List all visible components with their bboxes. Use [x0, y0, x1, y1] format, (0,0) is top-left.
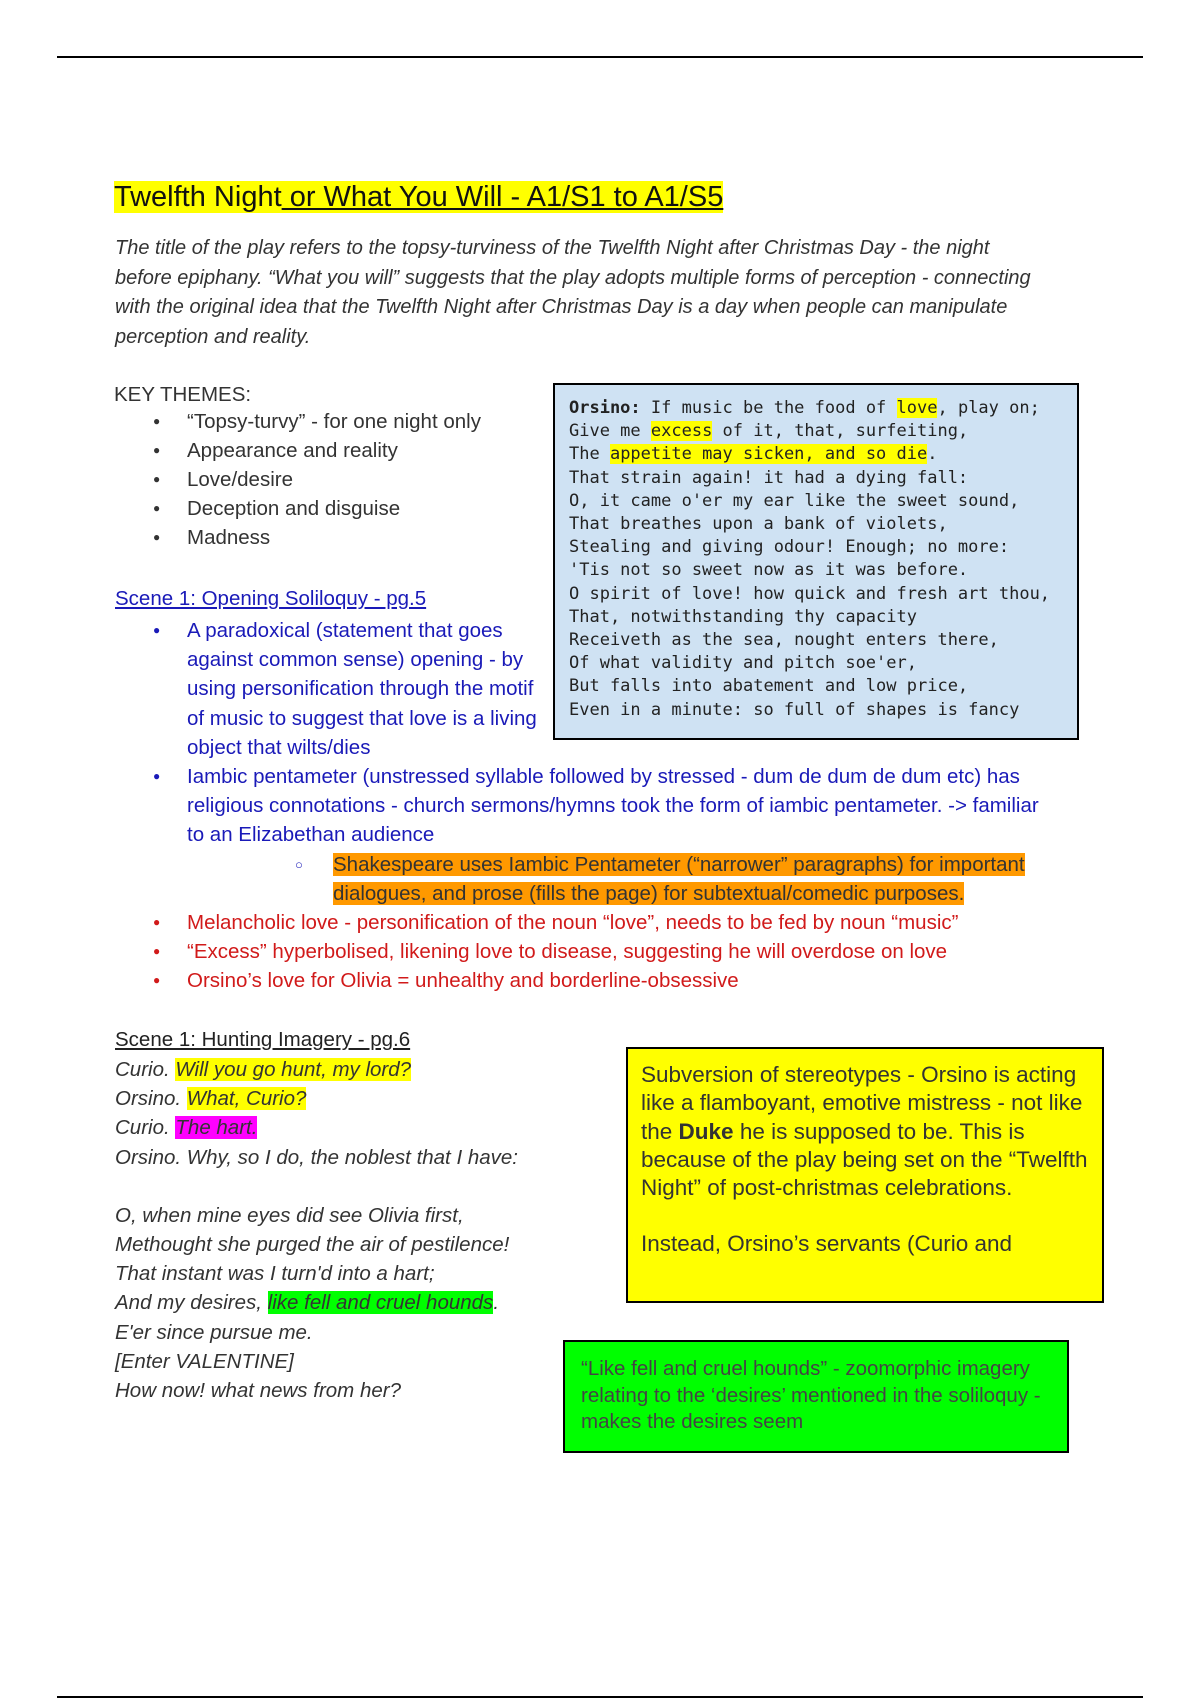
list-item: ● Orsino’s love for Olivia = unhealthy and borderline-obsessive: [114, 966, 1074, 995]
list-item: ● Iambic pentameter (unstressed syllable followed by stressed - dum de dum de dum etc) has religious connotations - church sermons/hymns took the form of iambic pentameter. -> familiar to an Elizabethan audience ○ Shakespeare uses Iambic Pentameter (“narrower” paragraphs) for important dialogues, and prose (fills the page) for subtextual/comedic purposes.: [114, 762, 1074, 908]
quote-line: Give me excess of it, that, surfeiting,: [569, 421, 969, 442]
quote-line: That breathes upon a bank of violets,: [569, 514, 948, 535]
dialogue-line: [Enter VALENTINE]: [115, 1349, 294, 1373]
note-paragraph: Instead, Orsino’s servants (Curio and: [641, 1231, 1013, 1257]
quote-line: O spirit of love! how quick and fresh art thou,: [569, 583, 1051, 604]
intro-paragraph: The title of the play refers to the topsy-turviness of the Twelfth Night after Christmas Day - the night before epiphany. “What you will” suggests that the play adopts multiple forms of perception - connecting with the original idea that the Twelfth Night after Christmas Day is a day when people can manipulate perception and reality.: [115, 237, 1031, 348]
key-themes-heading: KEY THEMES:: [114, 383, 252, 406]
dialogue-line: E'er since pursue me.: [115, 1320, 313, 1344]
note-paragraph: Subversion of stereotypes - Orsino is acting like a flamboyant, emotive mistress - not like the Duke he is supposed to be. This is because of the play being set on the “Twelfth Night” of post-christmas celebrations.: [641, 1062, 1088, 1201]
quote-line: That strain again! it had a dying fall:: [569, 467, 969, 488]
list-item: ○ Shakespeare uses Iambic Pentameter (“narrower” paragraphs) for important dialogues, and prose (fills the page) for subtextual/comedic purposes.: [187, 850, 1074, 908]
zoomorphic-note-box: “Like fell and cruel hounds” - zoomorphic imagery relating to the ‘desires’ mentioned in the soliloquy - makes the desires seem: [563, 1340, 1069, 1453]
hunting-dialogue: [115, 1055, 518, 1405]
scene1-notes: [114, 616, 1074, 996]
quote-line: That, notwithstanding thy capacity: [569, 606, 917, 627]
dialogue-line: Orsino. What, Curio?: [115, 1087, 307, 1111]
dialogue-line: And my desires, like fell and cruel hounds.: [115, 1291, 500, 1315]
list-item: ● Love/desire: [114, 465, 481, 494]
key-themes-list: [114, 407, 481, 552]
list-item: ● “Excess” hyperbolised, likening love to disease, suggesting he will overdose on love: [114, 937, 1074, 966]
quote-line: But falls into abatement and low price,: [569, 676, 969, 697]
page-title: Twelfth Night or What You Will - A1/S1 to A1/S5: [114, 181, 724, 213]
dialogue-line: Curio. The hart.: [115, 1116, 258, 1140]
dialogue-line: How now! what news from her?: [115, 1379, 401, 1403]
bottom-rule: [57, 1696, 1143, 1698]
scene1-hunting-heading: Scene 1: Hunting Imagery - pg.6: [115, 1028, 411, 1051]
list-item: ● Melancholic love - personification of the noun “love”, needs to be fed by noun “music”: [114, 908, 1074, 937]
list-item: ● Deception and disguise: [114, 494, 481, 523]
quote-line: Receiveth as the sea, nought enters there,: [569, 630, 999, 651]
list-item: ● “Topsy-turvy” - for one night only: [114, 407, 481, 436]
subversion-note-box: [626, 1047, 1104, 1303]
quote-line: The appetite may sicken, and so die.: [569, 444, 938, 465]
scene1-heading-link[interactable]: Scene 1: Opening Soliloquy - pg.5: [115, 587, 427, 610]
list-item: ● Madness: [114, 523, 481, 552]
quote-line: Even in a minute: so full of shapes is fancy: [569, 699, 1020, 720]
dialogue-line: Curio. Will you go hunt, my lord?: [115, 1058, 412, 1081]
dialogue-line: Methought she purged the air of pestilence!: [115, 1233, 510, 1257]
list-item: ● Appearance and reality: [114, 436, 481, 465]
quote-line: Stealing and giving odour! Enough; no more:: [569, 537, 1010, 558]
quote-line: 'Tis not so sweet now as it was before.: [569, 560, 969, 581]
key-themes: [114, 383, 481, 552]
quote-line: Of what validity and pitch soe'er,: [569, 653, 917, 674]
dialogue-line: Orsino. Why, so I do, the noblest that I have:: [115, 1145, 518, 1169]
dialogue-line: O, when mine eyes did see Olivia first,: [115, 1203, 464, 1227]
quote-line: O, it came o'er my ear like the sweet sound,: [569, 490, 1020, 511]
top-rule: [57, 56, 1143, 58]
dialogue-line: That instant was I turn'd into a hart;: [115, 1262, 435, 1286]
quote-line: Orsino: If music be the food of love, play on;: [569, 398, 1040, 418]
list-item: ● A paradoxical (statement that goes against common sense) opening - by using personification through the motif of music to suggest that love is a living object that wilts/dies: [114, 616, 1074, 762]
